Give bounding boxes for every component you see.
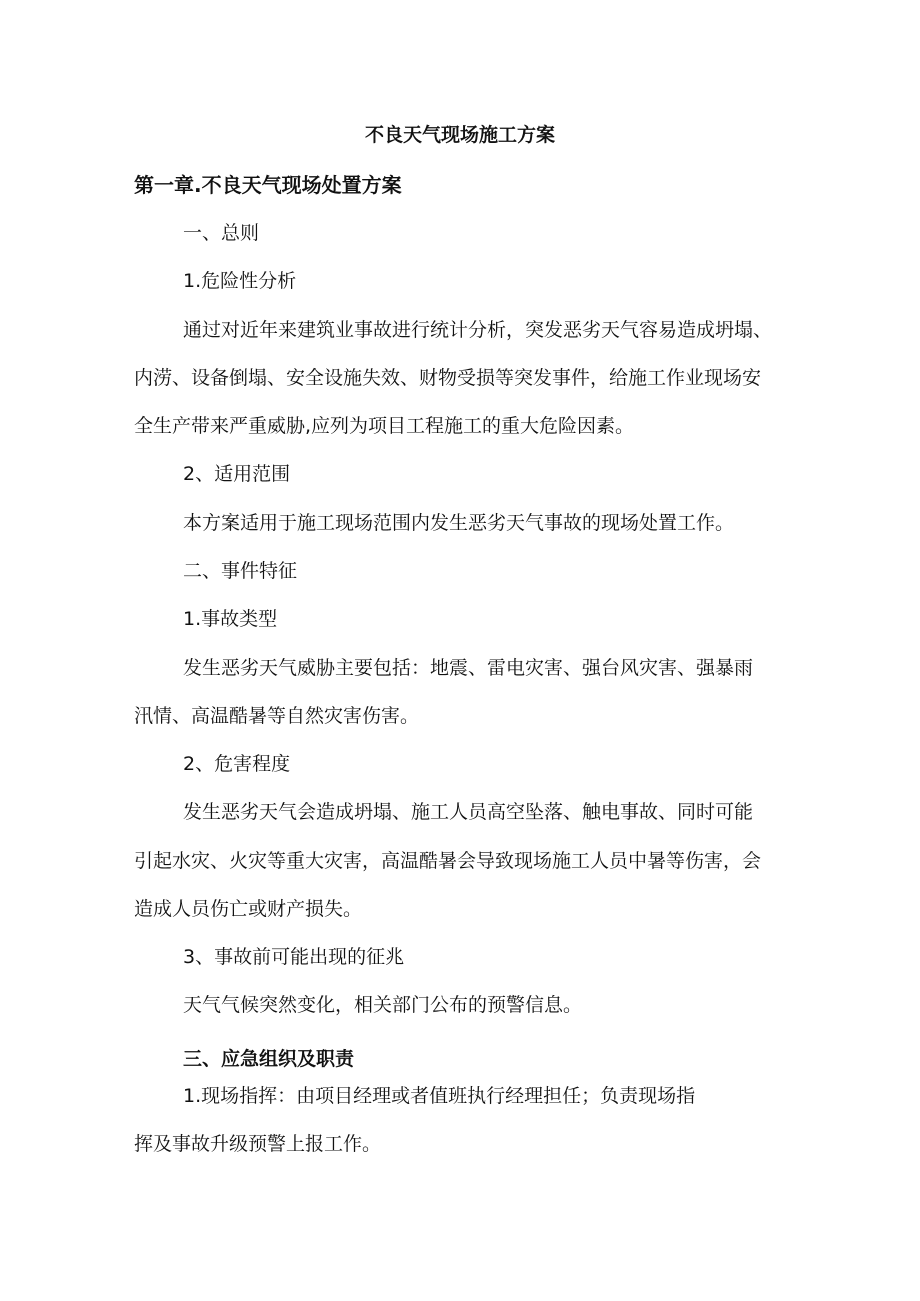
section-2-sub-1-heading: 1.事故类型 <box>183 608 278 630</box>
paragraph-line: 汛情、高温酷暑等自然灾害伤害。 <box>134 705 420 727</box>
section-2-sub-2-heading: 2、危害程度 <box>183 753 291 775</box>
paragraph-line: 本方案适用于施工现场范围内发生恶劣天气事故的现场处置工作。 <box>183 512 735 534</box>
paragraph-line: 1.现场指挥：由项目经理或者值班执行经理担任；负责现场指 <box>183 1085 696 1107</box>
paragraph-line: 通过对近年来建筑业事故进行统计分析，突发恶劣天气容易造成坍塌、 <box>183 319 773 341</box>
document-title: 不良天气现场施工方案 <box>364 124 555 146</box>
paragraph-line: 发生恶劣天气威胁主要包括：地震、雷电灾害、强台风灾害、强暴雨 <box>183 657 754 679</box>
section-2-sub-3-heading: 3、事故前可能出现的征兆 <box>183 946 405 968</box>
section-1-heading: 一、总则 <box>183 222 260 244</box>
section-2-heading: 二、事件特征 <box>183 560 298 582</box>
paragraph-line: 挥及事故升级预警上报工作。 <box>134 1133 382 1155</box>
section-1-sub-1-heading: 1.危险性分析 <box>183 270 297 292</box>
paragraph-line: 全生产带来严重威胁,应列为项目工程施工的重大危险因素。 <box>134 415 635 437</box>
paragraph-line: 发生恶劣天气会造成坍塌、施工人员高空坠落、触电事故、同时可能 <box>183 801 754 823</box>
section-3-heading: 三、应急组织及职责 <box>183 1048 355 1070</box>
section-1-sub-2-heading: 2、适用范围 <box>183 463 291 485</box>
chapter-heading: 第一章.不良天气现场处置方案 <box>134 173 402 197</box>
paragraph-line: 引起水灾、火灾等重大灾害，高温酷暑会导致现场施工人员中暑等伤害，会 <box>134 850 762 872</box>
paragraph-line: 造成人员伤亡或财产损失。 <box>134 898 363 920</box>
paragraph-line: 天气气候突然变化，相关部门公布的预警信息。 <box>183 994 583 1016</box>
paragraph-line: 内涝、设备倒塌、安全设施失效、财物受损等突发事件，给施工作业现场安 <box>134 367 762 389</box>
